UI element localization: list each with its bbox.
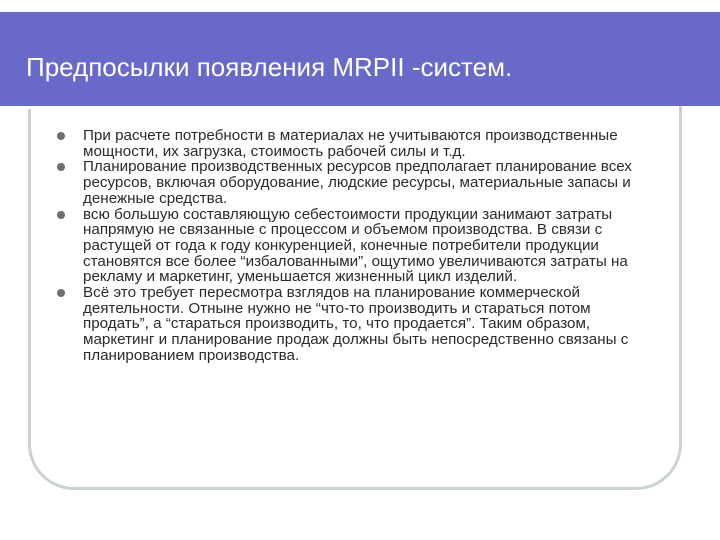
bullet-list [56, 128, 656, 364]
bullet-text: Всё это требует пересмотра взглядов на планирование коммерческой деятельности. Отныне нужно не “что-то производить и стараться потом продать”, а “стараться производить, то, что продается”. Таким образом, маркетинг и планирование продаж должны быть непосредственно связаны с планированием производства. [83, 284, 629, 364]
slide-title: Предпосылки появления MRPII -систем. [26, 52, 513, 82]
bullet-item [56, 207, 656, 286]
bullet-dot-icon [57, 132, 65, 140]
bullet-dot-icon [57, 289, 65, 297]
bullet-text: всю большую составляющую себестоимости продукции занимают затраты напрямую не связанные с процессом и объемом производства. В связи с растущей от года к году конкуренцией, конечные потребители продукции становятся все более “избалованными”, ощутимо увеличиваются затраты на рекламу и маркетинг, уменьшается жизненный цикл изделий. [83, 205, 628, 286]
bullet-dot-icon [57, 163, 65, 171]
bullet-dot-icon [57, 211, 65, 219]
bullet-text: При расчете потребности в материалах не учитываются производственные мощности, их загрузка, стоимость рабочей силы и т.д. [83, 127, 618, 160]
bullet-item [56, 285, 656, 364]
bullet-item [56, 128, 656, 159]
bullet-item [56, 159, 656, 206]
bullet-text: Планирование производственных ресурсов предполагает планирование всех ресурсов, включая оборудование, людские ресурсы, материальные запасы и денежные средства. [83, 158, 632, 207]
title-underline [0, 106, 636, 109]
title-bar [0, 12, 720, 106]
